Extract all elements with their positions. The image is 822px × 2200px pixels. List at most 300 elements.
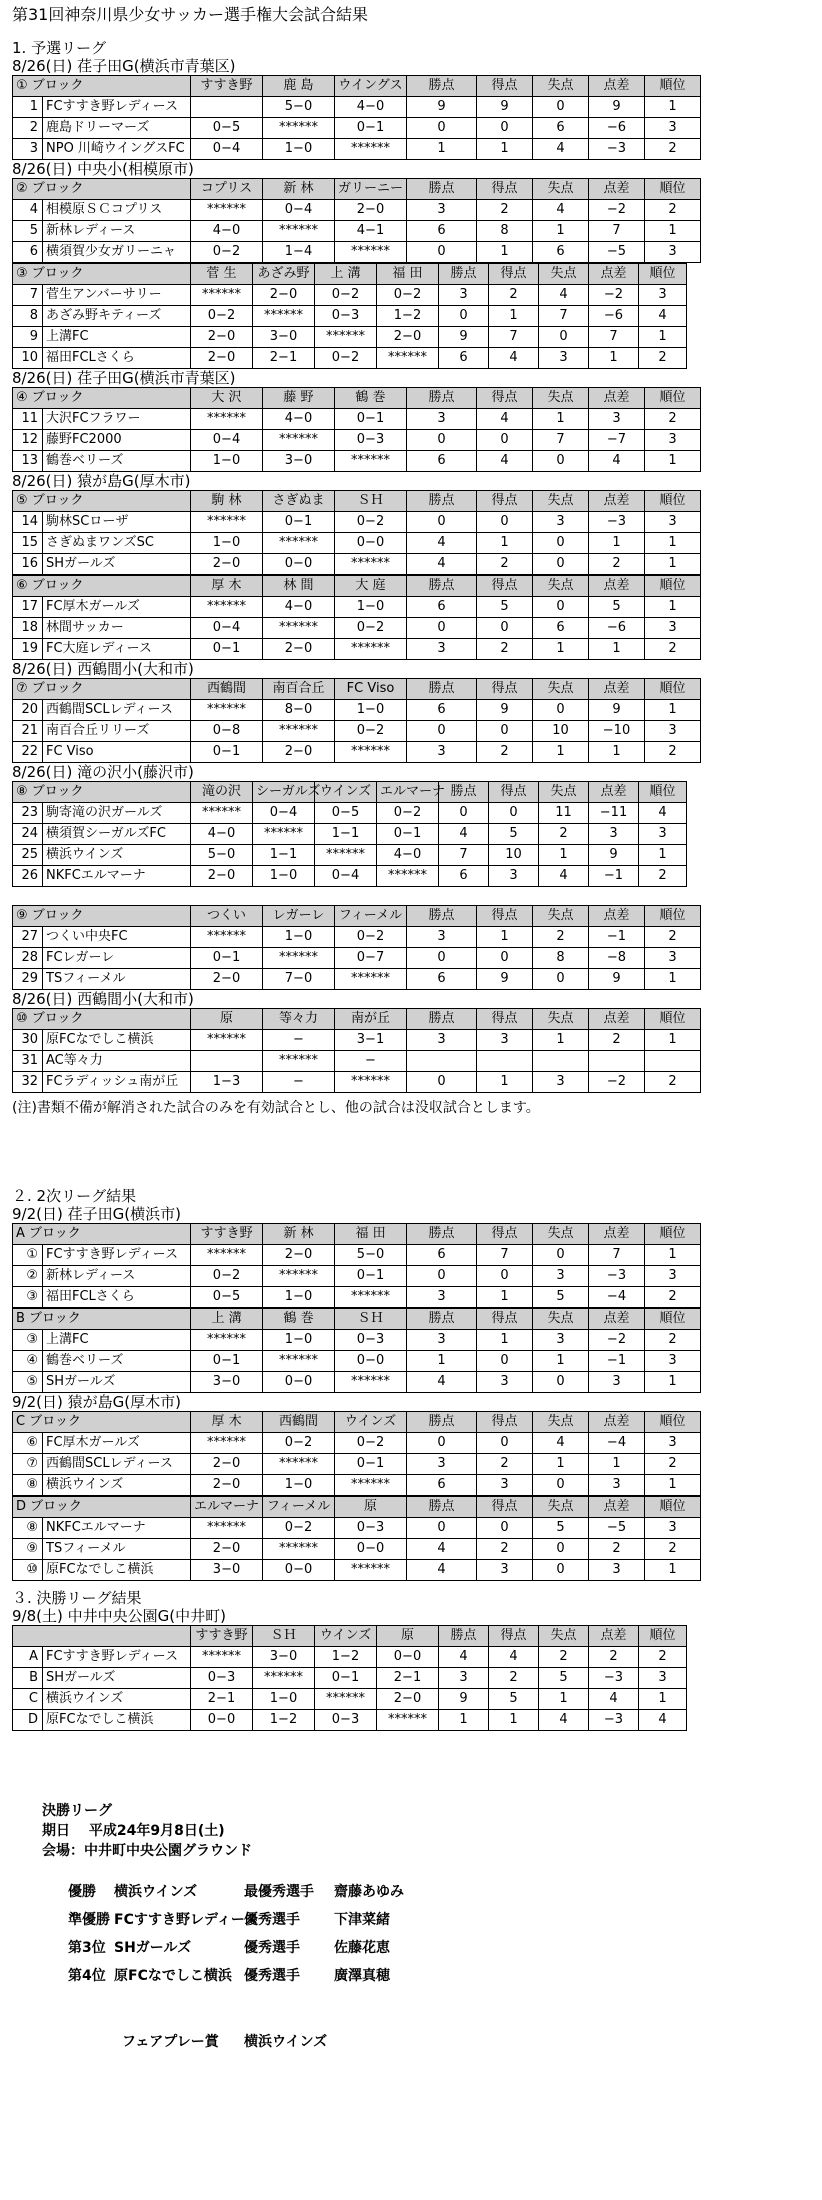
stat-cell: 1 bbox=[533, 639, 589, 660]
award-player: 齋藤あゆみ bbox=[334, 1884, 404, 1900]
header-row bbox=[13, 76, 701, 97]
table-row bbox=[13, 742, 701, 763]
stat-cell: 7 bbox=[589, 221, 645, 242]
team-name: 相模原ＳＣコプリス bbox=[43, 200, 191, 221]
stat-cell: 4 bbox=[489, 1647, 539, 1668]
team-name: 藤野FC2000 bbox=[43, 430, 191, 451]
score-cell: 1−0 bbox=[335, 597, 407, 618]
team-name: 大沢FCフラワー bbox=[43, 409, 191, 430]
stat-cell: 0 bbox=[477, 1518, 533, 1539]
stat-cell: 3 bbox=[533, 1266, 589, 1287]
score-cell: ****** bbox=[263, 1266, 335, 1287]
score-cell: ****** bbox=[191, 1245, 263, 1266]
stat-cell: 9 bbox=[589, 969, 645, 990]
column-header: 上 溝 bbox=[191, 1309, 263, 1330]
team-name: 福田FCLさくら bbox=[43, 1287, 191, 1308]
stat-cell: 0 bbox=[407, 721, 477, 742]
table-row bbox=[13, 1433, 701, 1454]
score-cell: 2−0 bbox=[377, 327, 439, 348]
stat-cell: 4 bbox=[539, 866, 589, 887]
score-cell: 0−4 bbox=[315, 866, 377, 887]
column-header: 原 bbox=[377, 1626, 439, 1647]
stat-cell: 3 bbox=[407, 409, 477, 430]
stat-cell: 0 bbox=[477, 1433, 533, 1454]
result-table bbox=[12, 75, 701, 160]
score-cell: 1−2 bbox=[253, 1710, 315, 1731]
score-cell: 2−0 bbox=[263, 742, 335, 763]
stat-cell: 2 bbox=[477, 1454, 533, 1475]
score-cell: ****** bbox=[335, 639, 407, 660]
score-cell: 2−0 bbox=[263, 639, 335, 660]
result-table bbox=[12, 1308, 701, 1393]
team-number: ③ bbox=[13, 1330, 43, 1351]
score-cell: 0−0 bbox=[335, 1351, 407, 1372]
score-cell: ****** bbox=[377, 866, 439, 887]
score-cell: 3−0 bbox=[263, 451, 335, 472]
stat-cell: 2 bbox=[589, 554, 645, 575]
stat-cell: −2 bbox=[589, 285, 639, 306]
team-number: 4 bbox=[13, 200, 43, 221]
stat-cell: 7 bbox=[489, 327, 539, 348]
stat-cell: −3 bbox=[589, 512, 645, 533]
stat-cell: 1 bbox=[407, 139, 477, 160]
column-header: 点差 bbox=[589, 1497, 645, 1518]
score-cell: 0−3 bbox=[335, 430, 407, 451]
column-header: コプリス bbox=[191, 179, 263, 200]
stat-cell: 3 bbox=[407, 1454, 477, 1475]
score-cell: 2−0 bbox=[191, 554, 263, 575]
stat-cell: 2 bbox=[533, 927, 589, 948]
score-cell: 0−4 bbox=[191, 430, 263, 451]
score-cell: 0−1 bbox=[263, 512, 335, 533]
score-cell: 1−0 bbox=[263, 1475, 335, 1496]
column-header: 勝点 bbox=[439, 782, 489, 803]
score-cell: ****** bbox=[191, 1433, 263, 1454]
stat-cell: 1 bbox=[439, 1710, 489, 1731]
score-cell: 0−1 bbox=[191, 639, 263, 660]
group-gap bbox=[12, 887, 818, 905]
stat-cell: 3 bbox=[639, 1668, 687, 1689]
team-name: SHガールズ bbox=[43, 1668, 191, 1689]
team-name: TSフィーメル bbox=[43, 969, 191, 990]
team-number: ⑧ bbox=[13, 1475, 43, 1496]
stat-cell: 3 bbox=[407, 927, 477, 948]
score-cell: 0−1 bbox=[191, 1351, 263, 1372]
stat-cell: −6 bbox=[589, 118, 645, 139]
score-cell: 4−0 bbox=[263, 409, 335, 430]
stat-cell: 1 bbox=[645, 969, 701, 990]
score-cell: 0−2 bbox=[191, 1266, 263, 1287]
score-cell: 0−1 bbox=[191, 948, 263, 969]
stat-cell: 3 bbox=[533, 1330, 589, 1351]
stat-cell: 3 bbox=[639, 824, 687, 845]
stat-cell: 2 bbox=[639, 866, 687, 887]
results-page bbox=[12, 0, 818, 2111]
stat-cell: 4 bbox=[477, 409, 533, 430]
table-row bbox=[13, 1030, 701, 1051]
team-name: TSフィーメル bbox=[43, 1539, 191, 1560]
team-number: 29 bbox=[13, 969, 43, 990]
stat-cell: 5 bbox=[489, 824, 539, 845]
result-table bbox=[12, 178, 701, 263]
score-cell: ****** bbox=[191, 512, 263, 533]
column-header: 点差 bbox=[589, 179, 645, 200]
column-header: 点差 bbox=[589, 1009, 645, 1030]
table-row bbox=[13, 200, 701, 221]
column-header: ウインズ bbox=[315, 782, 377, 803]
column-header: 得点 bbox=[477, 1309, 533, 1330]
score-cell: ****** bbox=[335, 1475, 407, 1496]
stat-cell: 9 bbox=[589, 97, 645, 118]
score-cell: 1−1 bbox=[253, 845, 315, 866]
stat-cell: 3 bbox=[539, 348, 589, 369]
score-cell: 8−0 bbox=[263, 700, 335, 721]
table-row bbox=[13, 866, 687, 887]
stat-cell: 2 bbox=[589, 1647, 639, 1668]
team-name: FCラディッシュ南が丘 bbox=[43, 1072, 191, 1093]
score-cell: 0−1 bbox=[315, 1668, 377, 1689]
header-row bbox=[13, 1626, 687, 1647]
team-number: D bbox=[13, 1710, 43, 1731]
stat-cell: 9 bbox=[477, 700, 533, 721]
score-cell: ****** bbox=[335, 742, 407, 763]
stat-cell: 3 bbox=[489, 866, 539, 887]
stat-cell: 1 bbox=[539, 1689, 589, 1710]
table-row bbox=[13, 1351, 701, 1372]
column-header: ウインズ bbox=[335, 1412, 407, 1433]
stat-cell: 6 bbox=[407, 1475, 477, 1496]
stat-cell bbox=[645, 1051, 701, 1072]
stat-cell: 4 bbox=[639, 306, 687, 327]
block-label: B ブロック bbox=[13, 1309, 191, 1330]
stat-cell: 3 bbox=[645, 1266, 701, 1287]
team-name: 上溝FC bbox=[43, 1330, 191, 1351]
team-name: 横浜ウインズ bbox=[43, 1475, 191, 1496]
score-cell: − bbox=[263, 1072, 335, 1093]
table-row bbox=[13, 1072, 701, 1093]
team-number: 23 bbox=[13, 803, 43, 824]
score-cell: ****** bbox=[263, 118, 335, 139]
team-number: ⑧ bbox=[13, 1518, 43, 1539]
stat-cell: 1 bbox=[639, 845, 687, 866]
column-header: 新 林 bbox=[263, 1224, 335, 1245]
stat-cell: 6 bbox=[439, 866, 489, 887]
column-header: 鹿 島 bbox=[263, 76, 335, 97]
score-cell: 0−7 bbox=[335, 948, 407, 969]
stat-cell: 1 bbox=[589, 742, 645, 763]
column-header: 失点 bbox=[533, 906, 589, 927]
stat-cell: 3 bbox=[589, 824, 639, 845]
team-name: 横浜ウインズ bbox=[43, 1689, 191, 1710]
team-number: 3 bbox=[13, 139, 43, 160]
stat-cell: 1 bbox=[477, 139, 533, 160]
score-cell: 2−0 bbox=[191, 969, 263, 990]
column-header: 得点 bbox=[477, 906, 533, 927]
column-header: 順位 bbox=[639, 1626, 687, 1647]
score-cell: ****** bbox=[191, 1647, 253, 1668]
column-header: 順位 bbox=[645, 179, 701, 200]
score-cell: 4−0 bbox=[191, 221, 263, 242]
score-cell: 0−1 bbox=[335, 118, 407, 139]
header-row bbox=[13, 1497, 701, 1518]
column-header: 原 bbox=[335, 1497, 407, 1518]
stat-cell: 3 bbox=[477, 1475, 533, 1496]
column-header: 勝点 bbox=[407, 179, 477, 200]
stat-cell: −5 bbox=[589, 242, 645, 263]
table-row bbox=[13, 451, 701, 472]
stat-cell: 3 bbox=[645, 430, 701, 451]
header-row bbox=[13, 491, 701, 512]
score-cell: 1−0 bbox=[263, 1330, 335, 1351]
result-table bbox=[12, 905, 701, 990]
stat-cell: 6 bbox=[407, 597, 477, 618]
score-cell: 1−2 bbox=[315, 1647, 377, 1668]
stat-cell: −2 bbox=[589, 1072, 645, 1093]
header-row bbox=[13, 906, 701, 927]
score-cell: 1−0 bbox=[253, 866, 315, 887]
stat-cell: 4 bbox=[533, 139, 589, 160]
table-row bbox=[13, 639, 701, 660]
stat-cell: 0 bbox=[407, 1433, 477, 1454]
stat-cell: 0 bbox=[407, 1266, 477, 1287]
column-header: ウインズ bbox=[315, 1626, 377, 1647]
score-cell: ****** bbox=[377, 1710, 439, 1731]
column-header: 失点 bbox=[533, 1309, 589, 1330]
score-cell: 4−0 bbox=[377, 845, 439, 866]
score-cell: 1−0 bbox=[263, 1287, 335, 1308]
stat-cell: 8 bbox=[533, 948, 589, 969]
block-label: ⑩ ブロック bbox=[13, 1009, 191, 1030]
table-row bbox=[13, 948, 701, 969]
stat-cell: 4 bbox=[589, 1689, 639, 1710]
team-name: 原FCなでしこ横浜 bbox=[43, 1030, 191, 1051]
stat-cell: 2 bbox=[645, 1539, 701, 1560]
stat-cell: 0 bbox=[407, 430, 477, 451]
column-header: ＳＨ bbox=[253, 1626, 315, 1647]
score-cell: 0−3 bbox=[335, 1518, 407, 1539]
stat-cell: 10 bbox=[533, 721, 589, 742]
result-table bbox=[12, 263, 687, 369]
score-cell: 2−0 bbox=[191, 348, 253, 369]
score-cell: 0−8 bbox=[191, 721, 263, 742]
score-cell: 2−0 bbox=[377, 1689, 439, 1710]
block-label: ③ ブロック bbox=[13, 264, 191, 285]
column-header: 大 沢 bbox=[191, 388, 263, 409]
stat-cell: 0 bbox=[533, 451, 589, 472]
block-label: ⑤ ブロック bbox=[13, 491, 191, 512]
team-number: ⑨ bbox=[13, 1539, 43, 1560]
team-number: 8 bbox=[13, 306, 43, 327]
team-number: 25 bbox=[13, 845, 43, 866]
stat-cell: 0 bbox=[439, 803, 489, 824]
stat-cell: 4 bbox=[589, 451, 645, 472]
score-cell: 0−4 bbox=[191, 618, 263, 639]
column-header: 南が丘 bbox=[335, 1009, 407, 1030]
table-row bbox=[13, 845, 687, 866]
note: (注)書類不備が解消された試合のみを有効試合とし、他の試合は没収試合とします。 bbox=[12, 1100, 540, 1116]
stat-cell: 5 bbox=[489, 1689, 539, 1710]
score-cell: ****** bbox=[335, 1560, 407, 1581]
block-label: D ブロック bbox=[13, 1497, 191, 1518]
score-cell: 0−2 bbox=[191, 242, 263, 263]
team-number: 14 bbox=[13, 512, 43, 533]
stat-cell: −8 bbox=[589, 948, 645, 969]
score-cell: 1−0 bbox=[191, 451, 263, 472]
stat-cell: −6 bbox=[589, 306, 639, 327]
stat-cell: 2 bbox=[645, 409, 701, 430]
column-header: 得点 bbox=[489, 782, 539, 803]
stat-cell: 4 bbox=[407, 1539, 477, 1560]
column-header: 勝点 bbox=[407, 76, 477, 97]
score-cell: 0−2 bbox=[335, 1433, 407, 1454]
stat-cell bbox=[407, 1051, 477, 1072]
stat-cell: 3 bbox=[645, 721, 701, 742]
stat-cell: 3 bbox=[645, 512, 701, 533]
stat-cell: 0 bbox=[533, 1475, 589, 1496]
stat-cell: 1 bbox=[589, 639, 645, 660]
score-cell: ****** bbox=[335, 1287, 407, 1308]
stat-cell: 4 bbox=[439, 824, 489, 845]
score-cell: 1−0 bbox=[263, 139, 335, 160]
score-cell: ****** bbox=[263, 1539, 335, 1560]
team-number: ⑤ bbox=[13, 1372, 43, 1393]
award-team: 原FCなでしこ横浜 bbox=[114, 1968, 232, 1984]
table-row bbox=[13, 1518, 701, 1539]
team-name: 横須賀シーガルズFC bbox=[43, 824, 191, 845]
column-header: 順位 bbox=[639, 782, 687, 803]
stat-cell: −2 bbox=[589, 1330, 645, 1351]
stat-cell: 2 bbox=[589, 1030, 645, 1051]
venue-heading: 8/26(日) 荏子田G(横浜市青葉区) bbox=[12, 369, 236, 387]
score-cell: 2−1 bbox=[253, 348, 315, 369]
team-number: 30 bbox=[13, 1030, 43, 1051]
column-header: 福 田 bbox=[335, 1224, 407, 1245]
score-cell: 0−3 bbox=[335, 1330, 407, 1351]
stat-cell: 2 bbox=[539, 824, 589, 845]
score-cell: 0−1 bbox=[335, 1266, 407, 1287]
team-name: 横須賀少女ガリーニャ bbox=[43, 242, 191, 263]
score-cell: 5−0 bbox=[263, 97, 335, 118]
team-name: FC Viso bbox=[43, 742, 191, 763]
score-cell: ****** bbox=[191, 1330, 263, 1351]
score-cell: 2−0 bbox=[191, 327, 253, 348]
stat-cell: −10 bbox=[589, 721, 645, 742]
award-player: 廣澤真穂 bbox=[334, 1968, 390, 1984]
result-table bbox=[12, 575, 701, 660]
stat-cell: 3 bbox=[533, 1072, 589, 1093]
stat-cell: 1 bbox=[477, 1072, 533, 1093]
column-header: 順位 bbox=[645, 1224, 701, 1245]
team-name: 横浜ウインズ bbox=[43, 845, 191, 866]
stat-cell: 3 bbox=[407, 742, 477, 763]
team-name: NKFCエルマーナ bbox=[43, 1518, 191, 1539]
column-header: 失点 bbox=[539, 1626, 589, 1647]
stat-cell: 4 bbox=[489, 348, 539, 369]
stat-cell: 1 bbox=[489, 1710, 539, 1731]
stat-cell: 1 bbox=[645, 221, 701, 242]
stat-cell: 1 bbox=[639, 1689, 687, 1710]
award-team: 横浜ウインズ bbox=[114, 1884, 198, 1900]
stat-cell: 4 bbox=[533, 1433, 589, 1454]
team-name: FCすすき野レディース bbox=[43, 97, 191, 118]
score-cell: ****** bbox=[335, 242, 407, 263]
score-cell: 0−4 bbox=[263, 200, 335, 221]
table-row bbox=[13, 618, 701, 639]
column-header: 駒 林 bbox=[191, 491, 263, 512]
header-row bbox=[13, 179, 701, 200]
stat-cell: 0 bbox=[533, 1539, 589, 1560]
stat-cell: 3 bbox=[639, 285, 687, 306]
column-header: 勝点 bbox=[407, 1497, 477, 1518]
section-second-heading: ２. 2次リーグ結果 bbox=[12, 1187, 137, 1205]
column-header: 失点 bbox=[533, 491, 589, 512]
stat-cell: 9 bbox=[589, 845, 639, 866]
stat-cell: 0 bbox=[477, 118, 533, 139]
stat-cell: 7 bbox=[589, 327, 639, 348]
stat-cell: 2 bbox=[645, 1287, 701, 1308]
stat-cell: −11 bbox=[589, 803, 639, 824]
stat-cell: 4 bbox=[477, 451, 533, 472]
column-header: すすき野 bbox=[191, 1626, 253, 1647]
stat-cell: 1 bbox=[645, 1372, 701, 1393]
score-cell: ****** bbox=[315, 845, 377, 866]
column-header: さぎぬま bbox=[263, 491, 335, 512]
score-cell: 0−2 bbox=[263, 1433, 335, 1454]
table-row bbox=[13, 1330, 701, 1351]
column-header: 得点 bbox=[489, 1626, 539, 1647]
stat-cell: 4 bbox=[533, 200, 589, 221]
column-header: 鶴 巻 bbox=[263, 1309, 335, 1330]
result-table bbox=[12, 490, 701, 575]
team-name: 鹿島ドリーマーズ bbox=[43, 118, 191, 139]
team-number: 31 bbox=[13, 1051, 43, 1072]
stat-cell: 2 bbox=[489, 1668, 539, 1689]
team-number: 5 bbox=[13, 221, 43, 242]
score-cell: ****** bbox=[315, 327, 377, 348]
stat-cell: 6 bbox=[533, 118, 589, 139]
stat-cell: 1 bbox=[477, 242, 533, 263]
stat-cell: 2 bbox=[489, 285, 539, 306]
stat-cell: 1 bbox=[533, 742, 589, 763]
stat-cell: 3 bbox=[645, 242, 701, 263]
awards bbox=[12, 1881, 818, 2111]
column-header: エルマーナ bbox=[377, 782, 439, 803]
team-number: 32 bbox=[13, 1072, 43, 1093]
table-row bbox=[13, 1539, 701, 1560]
stat-cell: 0 bbox=[477, 618, 533, 639]
score-cell: ****** bbox=[263, 430, 335, 451]
team-number: ⑦ bbox=[13, 1454, 43, 1475]
score-cell: 0−0 bbox=[263, 1560, 335, 1581]
stat-cell: 0 bbox=[489, 803, 539, 824]
score-cell: 1−0 bbox=[335, 700, 407, 721]
stat-cell: 1 bbox=[533, 1454, 589, 1475]
score-cell: 0−2 bbox=[335, 721, 407, 742]
stat-cell bbox=[533, 1051, 589, 1072]
score-cell: 1−1 bbox=[315, 824, 377, 845]
final-date: 期日 平成24年9月8日(土) bbox=[42, 1823, 225, 1839]
score-cell: ****** bbox=[191, 200, 263, 221]
stat-cell: 5 bbox=[533, 1287, 589, 1308]
table-row bbox=[13, 1245, 701, 1266]
score-cell: ****** bbox=[253, 306, 315, 327]
column-header: 福 田 bbox=[377, 264, 439, 285]
stat-cell: 6 bbox=[407, 1245, 477, 1266]
stat-cell: 4 bbox=[407, 533, 477, 554]
team-name: 原FCなでしこ横浜 bbox=[43, 1710, 191, 1731]
team-number: 11 bbox=[13, 409, 43, 430]
stat-cell: 0 bbox=[407, 512, 477, 533]
